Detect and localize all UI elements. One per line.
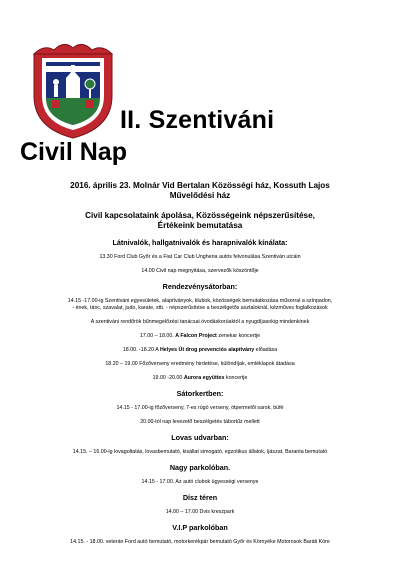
item-highlight: Helyes Út drog prevenciós alapítvány	[159, 347, 255, 353]
item-desc: előadása	[255, 347, 278, 353]
item-desc: koncertje	[225, 375, 248, 381]
section-heading-stage: Rendezvénysátorban:	[162, 282, 238, 291]
program-item: 20.00-tól nap levezető beszélgetés tábortűz mellett	[140, 419, 260, 425]
program-item: 14.00 – 17.00 Dvis kreszpark	[165, 509, 235, 515]
item-desc: zenekar koncertje	[218, 333, 261, 339]
section-heading-parking: Nagy parkolóban.	[169, 463, 231, 472]
item-highlight: Aurora együttes	[183, 375, 225, 381]
program-item: A szentiváni rendőrök bűnmegelőzési tanácsai óvodáskorúaktól a nyugdíjasokig mindenkinek	[90, 319, 310, 325]
program-item: 14.15 - 17.00-ig főzőverseny, 7-es rúgó verseny, ötpermelői sarok, büfé	[116, 405, 284, 411]
program-item: 14.15. - 18.00. veterán Ford autó bemutató, motorkerékpár bemutató Győr és Környéke Motorosok Baráti Köre	[70, 539, 330, 545]
section-heading-courtyard: Lovas udvarban:	[171, 433, 229, 442]
page-title-line1: II. Szentiváni	[120, 106, 275, 134]
section-heading-vip: V.I.P parkolóban	[172, 523, 228, 532]
program-item: 18.20 – 19.00 Főzőverseny eredmény hirdetése, különdíjak, emléklapok átadása	[105, 361, 295, 367]
date-venue-line1: 2016. április 23. Molnár Vid Bertalan Közösségi ház, Kossuth Lajos	[70, 181, 330, 190]
program-item: - ének, tánc, szavalat, judo, karate, stb. - népszerűsítése a beszélgetős asztaloknál, kézműves foglalkozások	[72, 305, 328, 311]
item-time: 17.00 – 18.00.	[139, 333, 174, 339]
item-highlight: A Falcon Project	[175, 333, 217, 339]
program-item: 14.00 Civil nap megnyitása, szervezők köszöntője	[141, 268, 259, 274]
program-item: 14.15 - 17.00. Az autó clubok ügyességi versenye	[141, 479, 259, 485]
program-item	[10, 375, 390, 382]
page-title-line2: Civil Nap	[20, 138, 127, 166]
event-program	[10, 181, 390, 546]
theme-line1: Civil kapcsolataink ápolása, Közösségeink népszerűsítése,	[85, 211, 315, 220]
section-heading-outside: Sátorkertben:	[176, 389, 224, 398]
theme-line2: Értékeink bemutatása	[157, 221, 243, 230]
program-item	[10, 347, 390, 354]
item-time: 19.00 -20.00	[152, 375, 183, 381]
program-item: 14.15 -17.00-ig Szentiváni egyesületek, alapítványok, klubok, közösségek bemutatkozása műsorral a színpadon,	[67, 298, 333, 304]
coat-of-arms-logo	[30, 36, 116, 140]
program-item: 14.15. – 16.00-ig lovagoltatás, lovasbemutató, kisállat simogató, egzotikus állatok, íjászat, Baranta bemutató	[72, 449, 328, 455]
date-venue-line2: Művelődési ház	[169, 191, 231, 200]
program-item: 13.30 Ford Club Győr és a Fiat Car Club Ungheria autós felvonulása Szentiván utcáin	[99, 254, 301, 260]
section-heading-square: Dísz téren	[182, 493, 218, 502]
section-heading-intro: Látnivalók, hallgatnivalók és harapnivalók kínálata:	[112, 238, 288, 247]
item-time: 18.00. -18.20 A	[122, 347, 159, 353]
program-item	[10, 333, 390, 340]
